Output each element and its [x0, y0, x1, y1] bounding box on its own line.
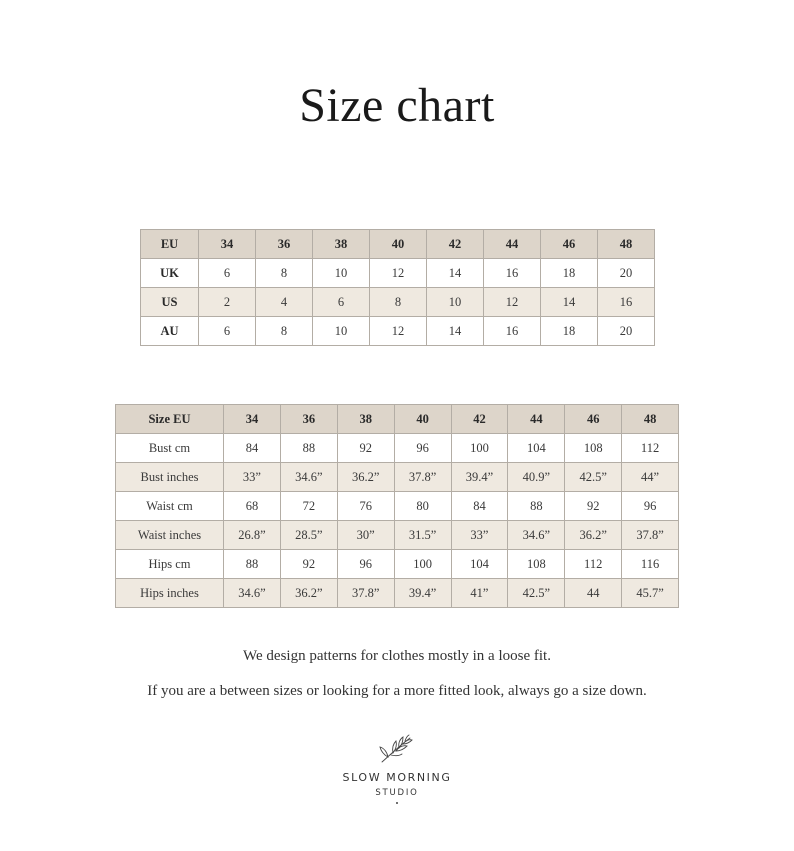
row-label: UK — [141, 259, 199, 288]
measurement-row — [116, 492, 679, 521]
value-cell: 16 — [484, 259, 541, 288]
value-cell: 6 — [313, 288, 370, 317]
conversion-row — [141, 317, 655, 346]
header-cell: 34 — [199, 230, 256, 259]
body-measurement-table — [115, 404, 679, 608]
value-cell: 18 — [541, 259, 598, 288]
brand-name: SLOW MORNING — [342, 771, 452, 784]
value-cell: 42.5” — [508, 579, 565, 608]
value-cell: 44” — [622, 463, 679, 492]
value-cell: 30” — [337, 521, 394, 550]
fit-note: We design patterns for clothes mostly in a loose fit. — [243, 648, 551, 664]
value-cell: 16 — [484, 317, 541, 346]
value-cell: 100 — [394, 550, 451, 579]
value-cell: 68 — [224, 492, 281, 521]
size-conversion-table — [140, 229, 655, 346]
row-label: Hips inches — [116, 579, 224, 608]
header-cell: 48 — [622, 405, 679, 434]
decorative-dot — [396, 802, 398, 804]
value-cell: 80 — [394, 492, 451, 521]
row-label: Waist inches — [116, 521, 224, 550]
value-cell: 45.7” — [622, 579, 679, 608]
value-cell: 39.4” — [451, 463, 508, 492]
table-header-row — [116, 405, 679, 434]
header-cell: 44 — [508, 405, 565, 434]
value-cell: 96 — [622, 492, 679, 521]
header-cell: 42 — [451, 405, 508, 434]
value-cell: 108 — [508, 550, 565, 579]
value-cell: 92 — [565, 492, 622, 521]
value-cell: 20 — [598, 317, 655, 346]
value-cell: 8 — [256, 259, 313, 288]
value-cell: 112 — [565, 550, 622, 579]
value-cell: 92 — [280, 550, 337, 579]
value-cell: 4 — [256, 288, 313, 317]
header-cell: 38 — [313, 230, 370, 259]
header-cell: 44 — [484, 230, 541, 259]
value-cell: 6 — [199, 317, 256, 346]
value-cell: 112 — [622, 434, 679, 463]
header-cell: EU — [141, 230, 199, 259]
header-cell: Size EU — [116, 405, 224, 434]
value-cell: 14 — [427, 317, 484, 346]
value-cell: 76 — [337, 492, 394, 521]
value-cell: 37.8” — [337, 579, 394, 608]
value-cell: 12 — [370, 317, 427, 346]
value-cell: 33” — [224, 463, 281, 492]
value-cell: 14 — [541, 288, 598, 317]
sizing-advice-note: If you are a between sizes or looking for a more fitted look, always go a size down. — [147, 683, 647, 699]
value-cell: 42.5” — [565, 463, 622, 492]
value-cell: 72 — [280, 492, 337, 521]
brand-subname: STUDIO — [375, 788, 419, 798]
value-cell: 10 — [313, 259, 370, 288]
header-cell: 40 — [370, 230, 427, 259]
value-cell: 28.5” — [280, 521, 337, 550]
value-cell: 100 — [451, 434, 508, 463]
value-cell: 84 — [451, 492, 508, 521]
value-cell: 6 — [199, 259, 256, 288]
header-cell: 34 — [224, 405, 281, 434]
table-header-row — [141, 230, 655, 259]
header-cell: 38 — [337, 405, 394, 434]
value-cell: 12 — [484, 288, 541, 317]
value-cell: 40.9” — [508, 463, 565, 492]
value-cell: 104 — [508, 434, 565, 463]
value-cell: 14 — [427, 259, 484, 288]
value-cell: 10 — [313, 317, 370, 346]
value-cell: 36.2” — [337, 463, 394, 492]
value-cell: 18 — [541, 317, 598, 346]
header-cell: 46 — [565, 405, 622, 434]
row-label: Hips cm — [116, 550, 224, 579]
value-cell: 88 — [280, 434, 337, 463]
value-cell: 116 — [622, 550, 679, 579]
row-label: AU — [141, 317, 199, 346]
value-cell: 31.5” — [394, 521, 451, 550]
value-cell: 36.2” — [565, 521, 622, 550]
value-cell: 20 — [598, 259, 655, 288]
value-cell: 96 — [394, 434, 451, 463]
value-cell: 41” — [451, 579, 508, 608]
value-cell: 8 — [256, 317, 313, 346]
header-cell: 40 — [394, 405, 451, 434]
value-cell: 88 — [224, 550, 281, 579]
value-cell: 92 — [337, 434, 394, 463]
value-cell: 34.6” — [280, 463, 337, 492]
row-label: Bust inches — [116, 463, 224, 492]
value-cell: 34.6” — [224, 579, 281, 608]
row-label: US — [141, 288, 199, 317]
value-cell: 96 — [337, 550, 394, 579]
header-cell: 46 — [541, 230, 598, 259]
value-cell: 44 — [565, 579, 622, 608]
value-cell: 37.8” — [394, 463, 451, 492]
conversion-row — [141, 259, 655, 288]
value-cell: 36.2” — [280, 579, 337, 608]
value-cell: 2 — [199, 288, 256, 317]
leaf-branch-icon — [374, 733, 420, 767]
value-cell: 8 — [370, 288, 427, 317]
value-cell: 16 — [598, 288, 655, 317]
measurement-row — [116, 521, 679, 550]
value-cell: 88 — [508, 492, 565, 521]
value-cell: 37.8” — [622, 521, 679, 550]
row-label: Waist cm — [116, 492, 224, 521]
page-title: Size chart — [299, 79, 495, 132]
header-cell: 36 — [280, 405, 337, 434]
header-cell: 48 — [598, 230, 655, 259]
measurement-row — [116, 579, 679, 608]
conversion-row — [141, 288, 655, 317]
value-cell: 33” — [451, 521, 508, 550]
value-cell: 39.4” — [394, 579, 451, 608]
value-cell: 84 — [224, 434, 281, 463]
measurement-row — [116, 434, 679, 463]
measurement-row — [116, 463, 679, 492]
header-cell: 42 — [427, 230, 484, 259]
brand-logo — [317, 733, 477, 813]
value-cell: 26.8” — [224, 521, 281, 550]
row-label: Bust cm — [116, 434, 224, 463]
value-cell: 12 — [370, 259, 427, 288]
value-cell: 10 — [427, 288, 484, 317]
header-cell: 36 — [256, 230, 313, 259]
value-cell: 104 — [451, 550, 508, 579]
value-cell: 108 — [565, 434, 622, 463]
value-cell: 34.6” — [508, 521, 565, 550]
measurement-row — [116, 550, 679, 579]
